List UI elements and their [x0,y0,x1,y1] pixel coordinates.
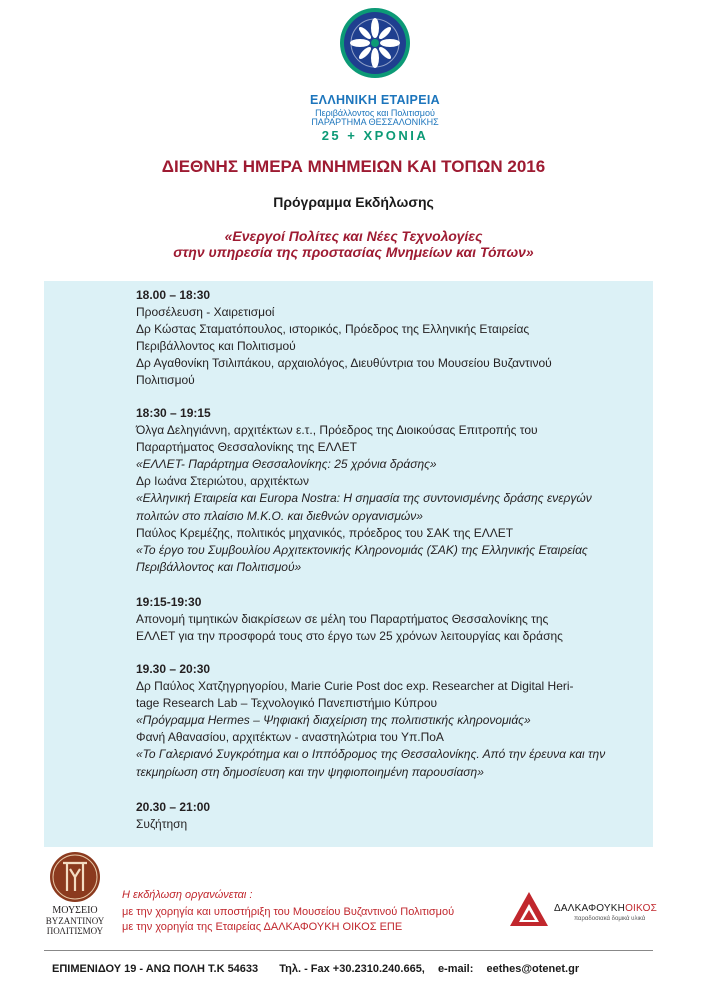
session-talk-title: πολιτών στο πλαίσιο Μ.Κ.Ο. και διεθνών οργανισμών» [136,508,423,523]
footer-email-label: e-mail: [437,963,474,975]
organized-heading: Η εκδήλωση οργανώνεται : [122,889,253,901]
schedule-session [136,405,641,576]
session-time: 20.30 – 21:00 [136,800,211,814]
footer-divider [44,950,653,951]
session-talk-title: «Το έργο του Συμβουλίου Αρχιτεκτονικής Κληρονομιάς (ΣΑΚ) της Ελληνικής Εταιρείας [136,542,588,557]
triangle-logo-icon [508,888,550,930]
event-title: ΔΙΕΘΝΗΣ ΗΜΕΡΑ ΜΝΗΜΕΙΩΝ ΚΑΙ ΤΟΠΩΝ 2016 [161,157,546,176]
session-talk-title: Περιβάλλοντος και Πολιτισμού» [136,559,302,574]
theme-line: στην υπηρεσία της προστασίας Μνημείων και Τόπων» [173,244,534,260]
session-line: ΕΛΛΕΤ για την προσφορά τους στο έργο των 25 χρόνων λειτουργίας και δράσης [136,629,563,644]
session-time: 18.00 – 18:30 [136,288,211,302]
theme-line: «Ενεργοί Πολίτες και Νέες Τεχνολογίες [224,228,483,244]
session-line: Παραρτήματος Θεσσαλονίκης της ΕΛΛΕΤ [136,440,357,455]
session-time: 19:15-19:30 [136,595,202,609]
sponsor-name-accent: ΟΙΚΟΣ [625,903,657,914]
sponsor-name [554,903,657,914]
session-time: 18:30 – 19:15 [136,406,211,420]
museum-name: ΒΥΖΑΝΤΙΝΟΥ [45,916,105,926]
session-talk-title: «Πρόγραμμα Hermes – Ψηφιακή διαχείριση της πολιτιστικής κληρονομιάς» [136,713,531,728]
session-line: Προσέλευση - Χαιρετισμοί [136,305,275,320]
schedule-session [136,661,641,781]
session-line: tage Research Lab – Τεχνολογικό Πανεπιστήμιο Κύπρου [136,696,438,711]
program-title: Πρόγραμμα Εκδήλωσης [273,194,434,210]
organized-line: με την χορηγία της Εταιρείας ΔΑΛΚΑΦΟΥΚΗ ΟΙΚΟΣ ΕΠΕ [122,921,403,933]
footer [52,963,652,975]
session-line: Απονομή τιμητικών διακρίσεων σε μέλη του Παραρτήματος Θεσσαλονίκης της [136,612,549,627]
museum-name: ΠΟΛΙΤΙΣΜΟΥ [46,926,104,936]
sponsor-tagline: παραδοσιακά δομικά υλικά [574,916,646,922]
session-line: Πολιτισμού [136,373,195,388]
session-line: Παύλος Κρεμέζης, πολιτικός μηχανικός, πρόεδρος του ΣΑΚ της ΕΛΛΕΤ [136,525,514,540]
session-line: Δρ Παύλος Χατζηγρηγορίου, Marie Curie Post doc exp. Researcher at Digital Heri- [136,679,574,694]
museum-name: ΜΟΥΣΕΙΟ [52,905,98,916]
schedule-session [136,799,641,833]
session-talk-title: «Ελληνική Εταιρεία και Europa Nostra: Η σημασία της συντονισμένης δράσης ενεργών [136,491,592,506]
organized-line: με την χορηγία και υποστήριξη του Μουσείου Βυζαντινού Πολιτισμού [122,906,455,918]
session-line: Περιβάλλοντος και Πολιτισμού [136,339,296,354]
leaf-emblem-icon [338,6,412,80]
footer-address: ΕΠΙΜΕΝΙΔΟΥ 19 - ΑΝΩ ΠΟΛΗ Τ.Κ 54633 [52,963,259,975]
footer-email-link[interactable]: eethes@otenet.gr [486,963,580,975]
session-time: 19.30 – 20:30 [136,662,211,676]
session-line: Όλγα Δεληγιάννη, αρχιτέκτων ε.τ., Πρόεδρος της Διοικούσας Επιτροπής του [136,423,538,438]
session-line: Συζήτηση [136,817,188,832]
org-years: 25 + ΧΡΟΝΙΑ [321,128,429,143]
schedule-session [136,594,641,645]
sponsor-name-main: ΔΑΛΚΑΦΟΥΚΗ [554,903,626,914]
org-subtitle: Περιβάλλοντος και Πολιτισμού [315,108,435,118]
session-line: Δρ Ιωάνα Στεριώτου, αρχιτέκτων [136,474,309,489]
session-talk-title: τεκμηρίωση στη δημοσίευση και την ψηφιοποιημένη παρουσίαση» [136,764,484,779]
session-line: Δρ Αγαθονίκη Τσιλιπάκου, αρχαιολόγος, Διευθύντρια του Μουσείου Βυζαντινού [136,356,552,371]
session-line: Φανή Αθανασίου, αρχιτέκτων - αναστηλώτρια του Υπ.ΠοΑ [136,730,444,745]
session-talk-title: «Το Γαλεριανό Συγκρότημα και ο Ιππόδρομος της Θεσσαλονίκης. Από την έρευνα και την [136,747,606,762]
org-branch: ΠΑΡΑΡΤΗΜΑ ΘΕΣΣΑΛΟΝΙΚΗΣ [311,117,439,127]
schedule-session [136,287,641,390]
museum-monogram-icon [49,851,101,903]
session-line: Δρ Κώστας Σταματόπουλος, ιστορικός, Πρόεδρος της Ελληνικής Εταιρείας [136,322,530,337]
session-talk-title: «ΕΛΛΕΤ- Παράρτημα Θεσσαλονίκης: 25 χρόνια δράσης» [136,457,437,472]
org-name: ΕΛΛΗΝΙΚΗ ΕΤΑΙΡΕΙΑ [310,93,440,107]
footer-phone: Τηλ. - Fax +30.2310.240.665, [279,963,425,975]
